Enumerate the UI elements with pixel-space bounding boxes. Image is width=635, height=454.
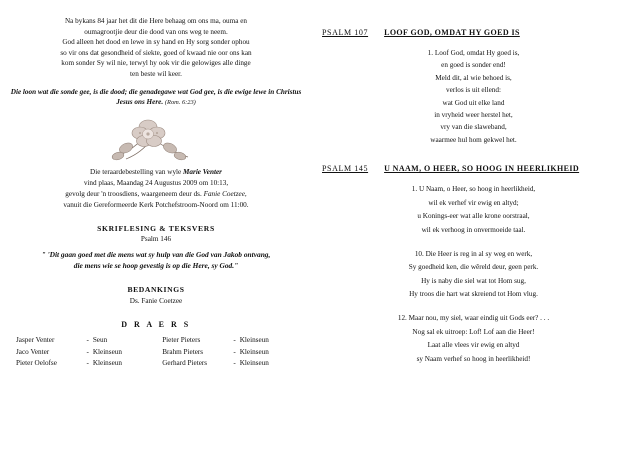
- pallbearer-relation: Seun: [92, 336, 108, 345]
- stanza-line: u Konings-eer wat alle krone oorstraal,: [417, 212, 530, 221]
- pallbearer-name: Brahm Pieters: [162, 347, 204, 356]
- burial-details: [12, 167, 300, 211]
- burial-line: vanuit die Gereformeerde Kerk Potchefstroom-Noord om 11:00.: [63, 200, 249, 209]
- psalm-title: LOOF GOD, OMDAT HY GOED IS: [384, 28, 520, 37]
- left-column: [0, 0, 312, 454]
- burial-line: vind plaas, Maandag 24 Augustus 2009 om 10:13,: [83, 178, 229, 187]
- psalm-stanza: [322, 183, 625, 237]
- pallbearer-name: Jaco Venter: [16, 347, 50, 356]
- intro-line: oumagrootjie deur die dood van ons weg te neem.: [84, 27, 228, 36]
- psalm-title: U NAAM, O HEER, SO HOOG IN HEERLIKHEID: [384, 164, 580, 174]
- psalm-stanza: [322, 47, 625, 146]
- stanza-line: wil ek verhef vir ewig en altyd;: [428, 198, 519, 207]
- verse-line: " 'Dit gaan goed met die mens wat sy hulp van die God van Jakob ontvang,: [41, 249, 271, 259]
- stanza-line: waarmee hul hom gekwel het.: [430, 135, 517, 144]
- table-row: [16, 335, 296, 346]
- quote-line-text: is die ewige lewe in Christus Jesus ons Here.: [116, 87, 302, 107]
- stanza-line: 10. Die Heer is reg in al sy weg en werk,: [414, 249, 533, 258]
- stanza-line: Hy troos die hart wat skreiend tot Hom vlug.: [409, 290, 538, 299]
- scripture-quote-romans: [8, 87, 304, 109]
- quote-line: Die loon wat die sonde gee, is die dood; die genadegawe wat God gee,: [10, 87, 216, 96]
- pallbearer-dash: -: [233, 347, 236, 356]
- burial-line: [12, 167, 300, 178]
- pallbearer-relation: Kleinseun: [92, 347, 122, 356]
- verse-line: die mens wie se hoop gevestig is op die Here, sy God.": [73, 260, 239, 270]
- psalm-header: [322, 28, 625, 37]
- thanks-heading: BEDANKINGS: [127, 284, 185, 294]
- intro-line: Na bykans 84 jaar het dit die Here behaag om ons ma, ouma en: [64, 17, 248, 25]
- scripture-verse-quote: [10, 249, 302, 271]
- pallbearer-dash: -: [233, 358, 236, 367]
- psalm-stanza: [322, 312, 625, 366]
- spacer-cell: [149, 357, 162, 368]
- right-column: [312, 0, 635, 454]
- burial-line-pre: Die teraardebestelling van wyle: [90, 167, 184, 176]
- stanza-line: wat God uit elke land: [442, 98, 505, 107]
- stanza-line: 1. Loof God, omdat Hy goed is,: [427, 49, 520, 57]
- pallbearer-name: Gerhard Pieters: [162, 358, 208, 367]
- scripture-section-heading: SKRIFLESING & TEKSVERS: [97, 223, 215, 233]
- stanza-line: verlos is uit ellend:: [446, 86, 501, 95]
- pallbearer-dash: -: [86, 347, 89, 356]
- intro-line: so vir ons dat gesondheid of siekte, goed of kwaad nie oor ons kan: [60, 48, 252, 57]
- psalm-number: PSALM 107: [322, 28, 369, 37]
- stanza-line: Meld dit, al wie behoed is,: [435, 73, 512, 82]
- pallbearer-dash: -: [86, 336, 89, 345]
- psalm-block-145: [322, 164, 625, 366]
- stanza-line: Sy goedheid ken, die wêreld deur, geen perk.: [408, 263, 539, 272]
- flower-graphic: [96, 113, 216, 165]
- pallbearers-table: [16, 335, 296, 369]
- pallbearer-dash: -: [233, 336, 236, 345]
- pallbearer-relation: Kleinseun: [239, 347, 269, 356]
- deceased-name: Marie Venter: [183, 167, 222, 176]
- stanza-line: Nog sal ek uitroep: Lof! Lof aan die Heer!: [412, 327, 535, 336]
- burial-line-pre: gevolg deur 'n troosdiens, waargeneem deur ds.: [65, 189, 204, 198]
- stanza-line: Laat alle vlees vir ewig en altyd: [427, 341, 520, 350]
- stanza-line: 12. Maar nou, my siel, waar eindig uit Gods eer? . . .: [397, 314, 550, 322]
- stanza-line: en goed is sonder end!: [441, 61, 506, 70]
- intro-line: kom sonder Sy wil nie, terwyl hy ook vir die gelowiges alle dinge: [61, 59, 251, 68]
- pallbearer-name: Pieter Pieters: [162, 336, 201, 345]
- psalm-header: [322, 164, 625, 173]
- intro-line: ten beste wil keer.: [130, 69, 182, 78]
- pallbearer-name: Jasper Venter: [16, 336, 55, 345]
- minister-name: Fanie Coetzee,: [203, 189, 247, 198]
- scripture-reference: (Rom. 6:23): [164, 99, 196, 107]
- psalm-number: PSALM 145: [322, 164, 369, 174]
- table-row: [16, 357, 296, 368]
- pallbearer-relation: Kleinseun: [239, 358, 269, 367]
- table-row: [16, 346, 296, 357]
- pallbearer-name: Pieter Oelofse: [16, 358, 57, 367]
- stanza-line: Hy is naby die siel wat tot Hom sug,: [421, 276, 526, 285]
- pallbearer-relation: Kleinseun: [92, 358, 122, 367]
- stanza-line: wil ek verhoog in onvermoeide taal.: [421, 226, 526, 235]
- flower-illustration: [8, 113, 304, 165]
- intro-line: God alleen het dood en lewe in sy hand en Hy sorg sonder ophou: [62, 38, 250, 47]
- spacer-cell: [149, 346, 162, 357]
- pallbearers-heading: D R A E R S: [121, 319, 191, 329]
- scripture-section-reference: Psalm 146: [140, 234, 172, 243]
- stanza-line: in vryheid weer herstel het,: [434, 111, 513, 120]
- pallbearer-dash: -: [86, 358, 89, 367]
- psalm-block-107: [322, 28, 625, 146]
- stanza-line: sy Naam verhef so hoog in heerlikheid!: [416, 354, 531, 363]
- spacer-cell: [149, 335, 162, 346]
- intro-paragraph: [14, 16, 298, 80]
- pallbearer-relation: Kleinseun: [239, 336, 269, 345]
- burial-line: [12, 189, 300, 200]
- thanks-name: Ds. Fanie Coetzee: [129, 296, 183, 305]
- stanza-line: vry van die slaweband,: [440, 123, 507, 132]
- psalm-stanza: [322, 248, 625, 302]
- stanza-line: 1. U Naam, o Heer, so hoog in heerlikheid,: [411, 185, 536, 194]
